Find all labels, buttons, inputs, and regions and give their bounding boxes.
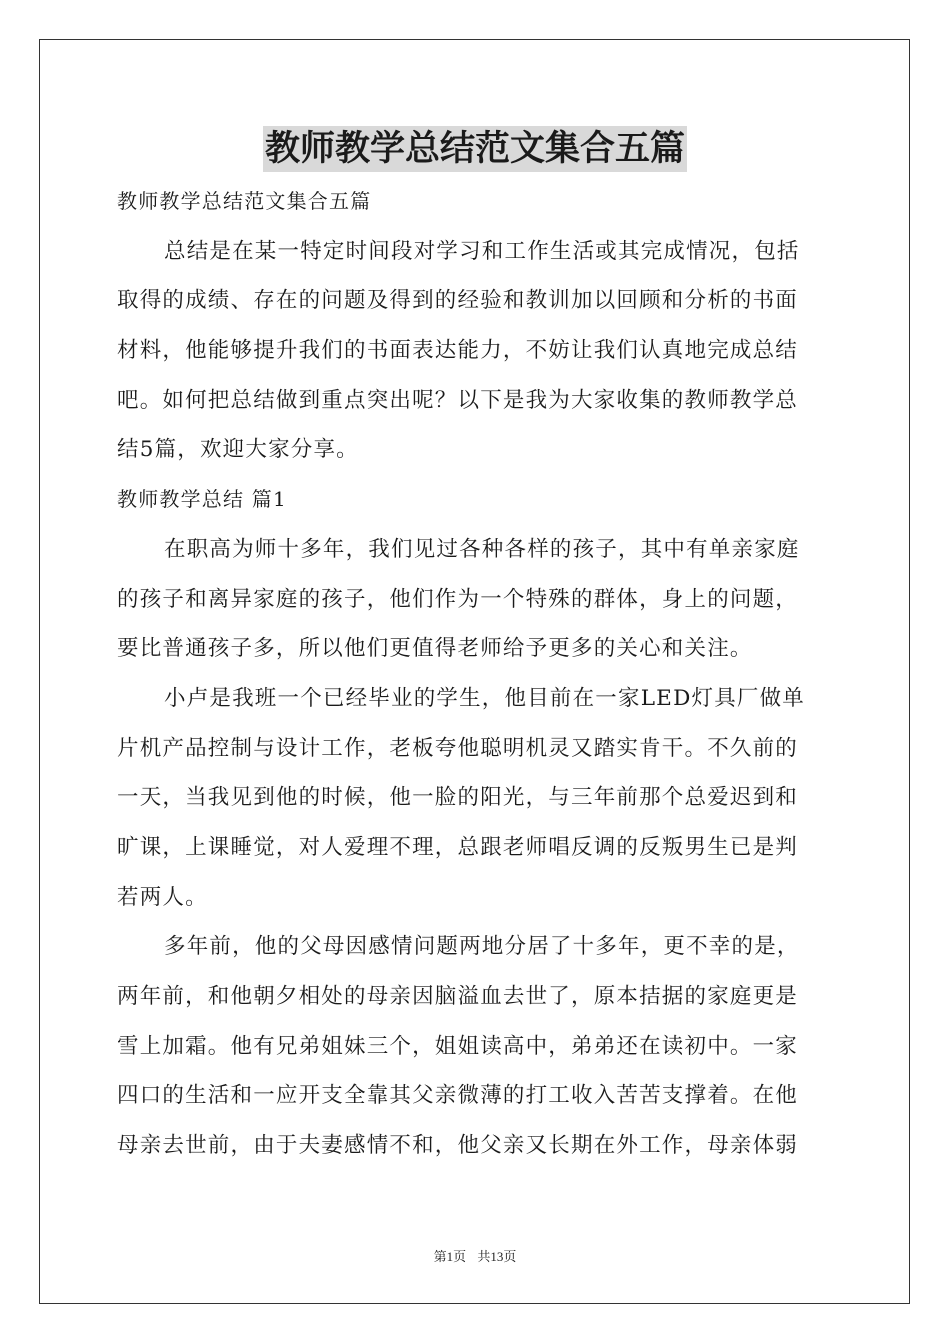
paragraph-line: 多年前，他的父母因感情问题两地分居了十多年，更不幸的是， <box>164 934 800 960</box>
paragraph-line: 片机产品控制与设计工作，老板夸他聪明机灵又踏实肯干。不久前的 <box>117 735 799 761</box>
paragraph-line: 旷课，上课睡觉，对人爱理不理，总跟老师唱反调的反叛男生已是判 <box>117 834 799 860</box>
title-container <box>0 126 950 172</box>
paragraph-line: 若两人。 <box>117 884 208 910</box>
page-total: 共13页 <box>477 1249 517 1264</box>
paragraph-line: 在职高为师十多年，我们见过各种各样的孩子，其中有单亲家庭 <box>164 536 800 562</box>
paragraph-line: 两年前，和他朝夕相处的母亲因脑溢血去世了，原本拮据的家庭更是 <box>117 984 799 1009</box>
paragraph-line: 的孩子和离异家庭的孩子，他们作为一个特殊的群体，身上的问题， <box>117 586 799 612</box>
paragraph-line: 取得的成绩、存在的问题及得到的经验和教训加以回顾和分析的书面 <box>117 288 799 314</box>
paragraph-line: 小卢是我班一个已经毕业的学生，他目前在一家LED灯具厂做单 <box>164 685 806 711</box>
paragraph-line: 雪上加霜。他有兄弟姐妹三个，姐姐读高中，弟弟还在读初中。一家 <box>117 1033 799 1059</box>
document-title: 教师教学总结范文集合五篇 <box>263 126 687 172</box>
paragraph-line: 要比普通孩子多，所以他们更值得老师给予更多的关心和关注。 <box>117 636 753 662</box>
section-heading: 教师教学总结 篇1 <box>117 487 287 512</box>
page-number: 第1页 <box>433 1249 467 1264</box>
paragraph-line: 总结是在某一特定时间段对学习和工作生活或其完成情况，包括 <box>164 238 800 264</box>
subtitle-line: 教师教学总结范文集合五篇 <box>117 189 372 213</box>
paragraph-line: 结5篇，欢迎大家分享。 <box>117 437 359 463</box>
paragraph-line: 一天，当我见到他的时候，他一脸的阳光，与三年前那个总爱迟到和 <box>117 785 799 811</box>
paragraph-line: 吧。如何把总结做到重点突出呢？以下是我为大家收集的教师教学总 <box>117 387 799 413</box>
paragraph-line: 四口的生活和一应开支全靠其父亲微薄的打工收入苦苦支撑着。在他 <box>117 1083 799 1109</box>
document-body <box>117 177 833 1171</box>
page-footer <box>0 1248 950 1266</box>
paragraph-line: 母亲去世前，由于夫妻感情不和，他父亲又长期在外工作，母亲体弱 <box>117 1133 799 1159</box>
paragraph-line: 材料，他能够提升我们的书面表达能力，不妨让我们认真地完成总结 <box>117 338 799 364</box>
